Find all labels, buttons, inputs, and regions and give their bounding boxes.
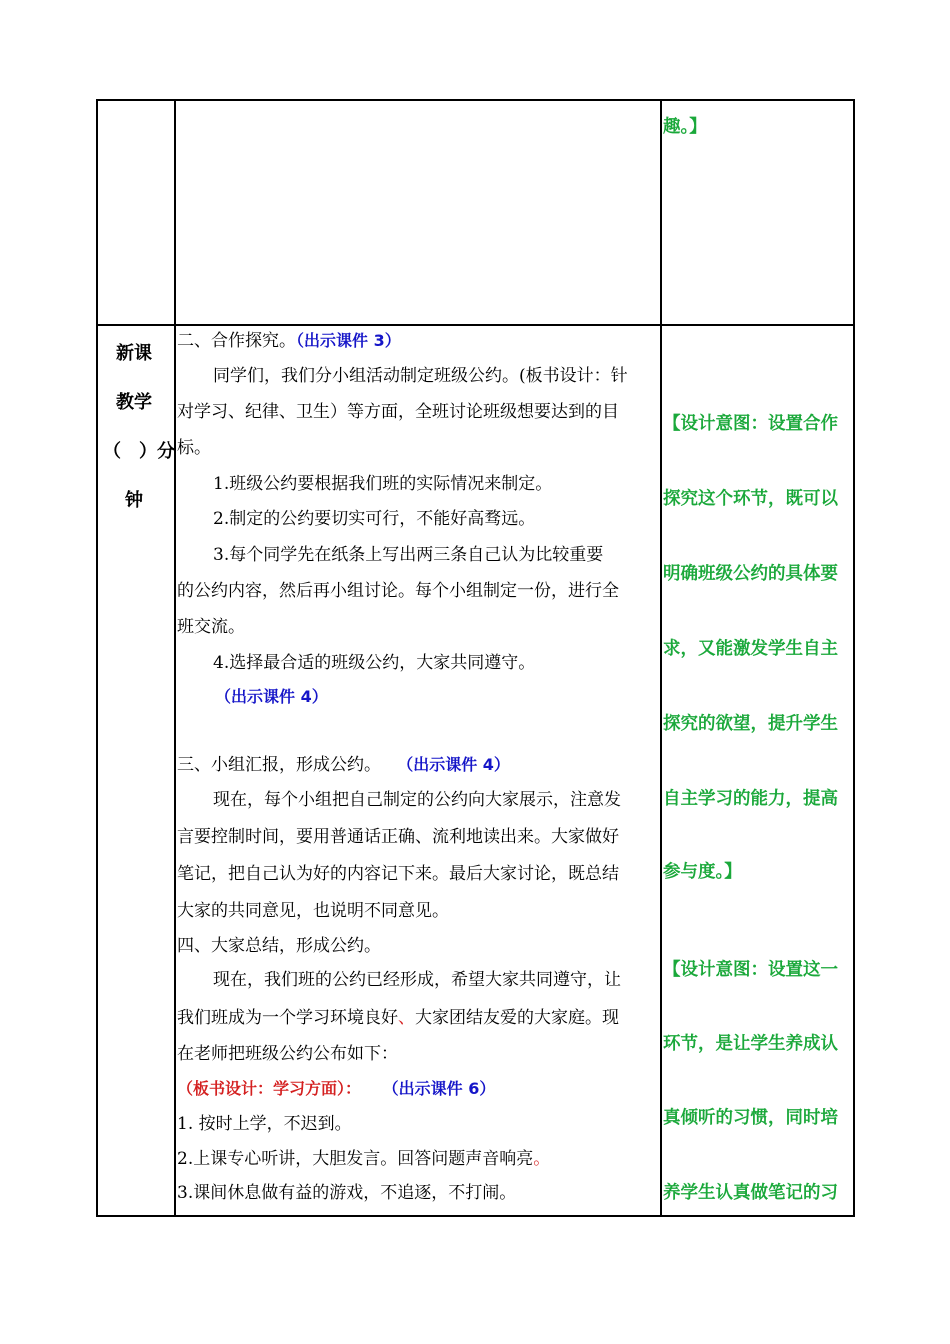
class-rule-3: 3.课间休息做有益的游戏，不追逐，不打闹。 [177,1183,517,1203]
class-rule-2-text: 2.上课专心听讲，大胆发言。回答问题声音响亮 [177,1149,534,1169]
class-rule-1: 1. 按时上学，不迟到。 [177,1114,352,1134]
intent1-line1: 【设计意图：设置合作 [663,414,838,434]
paragraph1-line3: 标。 [177,438,211,458]
new-lesson-label-2: 教学 [116,392,152,413]
paragraph1-line1: 同学们，我们分小组活动制定班级公约。(板书设计：针 [213,366,628,386]
rule-item-3-line1: 3.每个同学先在纸条上写出两三条自己认为比较重要 [213,545,604,565]
board-design-label: （板书设计：学习方面）： [177,1079,362,1098]
courseware-6: （出示课件 6） [382,1079,496,1098]
intent2-line2: 环节，是让学生养成认 [663,1034,838,1054]
intent1-line2: 探究这个环节，既可以 [663,489,838,509]
board-design-line [177,1078,495,1100]
intent1-line7: 参与度。】 [663,862,742,882]
intent2-line3: 真倾听的习惯，同时培 [663,1108,838,1128]
paragraph4-line3: 在老师把班级公约公布如下： [177,1044,398,1064]
paragraph4-line2b: 大家团结友爱的大家庭。现 [415,1008,619,1028]
paragraph3-line4: 大家的共同意见，也说明不同意见。 [177,901,449,921]
paragraph4-line2a: 我们班成为一个学习环境良好 [177,1008,398,1028]
section3-title: 三、小组汇报，形成公约。 [177,755,381,775]
intent1-line5: 探究的欲望，提升学生 [663,714,838,734]
intent2-line4: 养学生认真做笔记的习 [663,1183,838,1203]
intent1-line6: 自主学习的能力，提高 [663,789,838,809]
class-rule-2-end: 。 [533,1149,551,1169]
intent1-line3: 明确班级公约的具体要 [663,564,838,584]
rule-item-1: 1.班级公约要根据我们班的实际情况来制定。 [213,474,553,494]
new-lesson-label-4: 钟 [125,490,143,511]
new-lesson-label-3: （ ）分 [103,441,175,462]
courseware-4b: （出示课件 4） [397,755,510,774]
paragraph4-line1: 现在，我们班的公约已经形成，希望大家共同遵守，让 [213,970,621,990]
class-rule-2 [177,1148,550,1170]
new-lesson-label-1: 新课 [116,343,152,364]
rule-item-2: 2.制定的公约要切实可行，不能好高骛远。 [213,509,536,529]
column-divider-left [174,99,176,1217]
paragraph1-line2: 对学习、纪律、卫生）等方面，全班讨论班级想要达到的目 [177,402,619,422]
rule-item-3-line2: 的公约内容，然后再小组讨论。每个小组制定一份，进行全 [177,581,619,601]
paragraph3-line1: 现在，每个小组把自己制定的公约向大家展示，注意发 [213,790,621,810]
intent2-line1: 【设计意图：设置这一 [663,960,838,980]
intent1-line4: 求，又能激发学生自主 [663,639,838,659]
section2-heading [177,330,401,352]
courseware-3: （出示课件 3） [296,331,401,350]
row-divider [96,324,855,326]
section3-heading [177,754,510,776]
courseware-4: （出示课件 4） [215,687,328,706]
paragraph4-separator: 、 [398,1008,415,1028]
design-intent-end: 趣。】 [663,117,707,137]
section4-title: 四、大家总结，形成公约。 [177,936,381,956]
rule-item-4: 4.选择最合适的班级公约，大家共同遵守。 [213,653,536,673]
paragraph3-line2: 言要控制时间，要用普通话正确、流利地读出来。大家做好 [177,827,619,847]
paragraph4-line2 [177,1007,619,1029]
column-divider-right [660,99,662,1217]
paragraph3-line3: 笔记，把自己认为好的内容记下来。最后大家讨论，既总结 [177,864,619,884]
rule-item-3-line3: 班交流。 [177,617,245,637]
section2-title: 二、合作探究。 [177,331,296,351]
